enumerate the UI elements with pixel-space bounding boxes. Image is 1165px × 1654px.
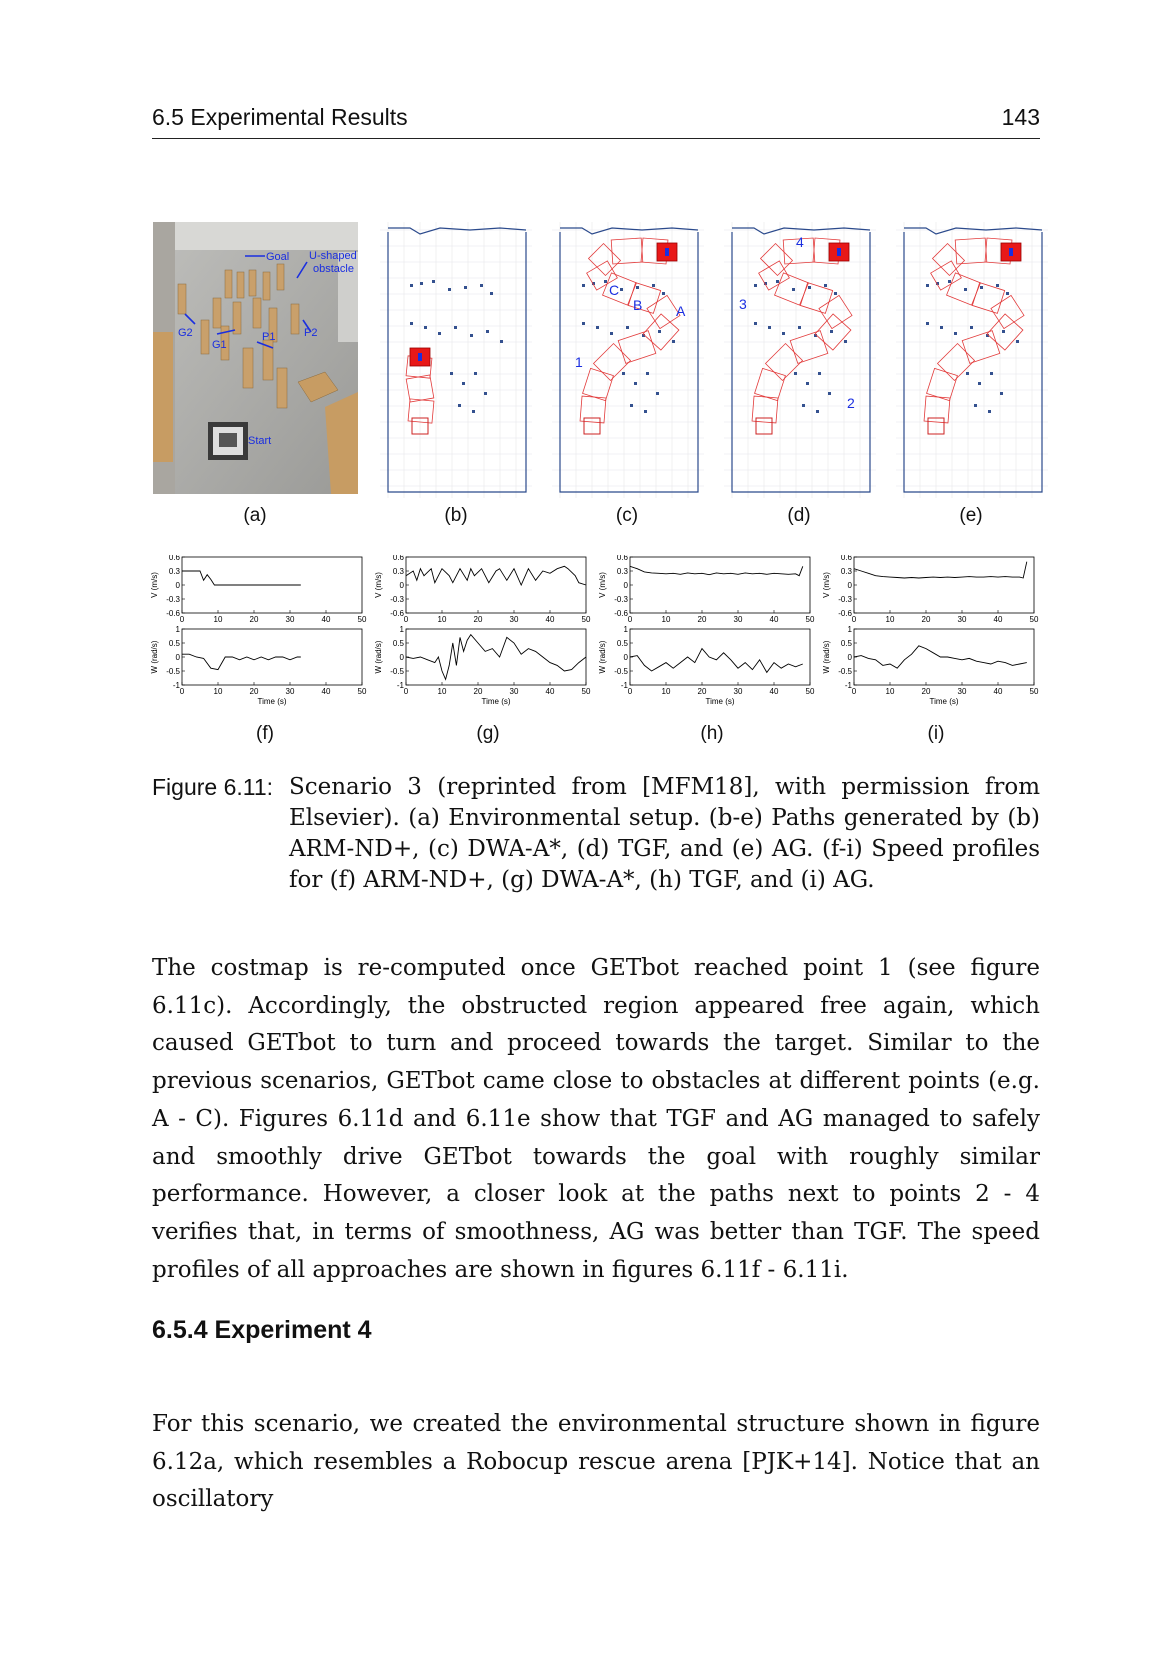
- goal-label: Goal: [266, 251, 290, 263]
- body-paragraph-1: The costmap is re-computed once GETbot reached point 1 (see figure 6.11c). Accordingly, the obstructed region appeared free again, which caused GETbot to turn and proceed towards the target. Similar to the previous scenarios, GETbot came close to obstacles at different points (e.g. A - C). Figures 6.11d and 6.11e show that TGF and AG managed to safely and smoothly drive GETbot towards the goal with roughly similar performance. However, a closer look at the paths next to points 2 - 4 verifies that, in terms of smoothness, AG was better than TGF. The speed profiles of all approaches are shown in figures 6.11f - 6.11i.: [152, 955, 1040, 1283]
- y-tick-label: 0.3: [168, 567, 180, 576]
- speed-series-line: [182, 571, 301, 585]
- y-axis-label: W (rad/s): [374, 640, 383, 674]
- x-tick-label: 10: [661, 615, 671, 624]
- x-tick-label: 10: [213, 687, 223, 696]
- marker-4: 4: [796, 234, 804, 250]
- y-tick-label: -0.5: [390, 667, 404, 676]
- obstacle-label: obstacle: [313, 263, 354, 275]
- y-tick-label: 0.6: [392, 555, 404, 562]
- x-tick-label: 40: [321, 687, 331, 696]
- x-tick-label: 50: [357, 615, 367, 624]
- x-tick-label: 0: [179, 615, 185, 624]
- x-tick-label: 50: [1029, 687, 1039, 696]
- marker-3: 3: [739, 296, 747, 312]
- x-tick-label: 30: [509, 687, 519, 696]
- y-tick-label: 0: [399, 653, 404, 662]
- photo-environment-setup: [153, 222, 358, 494]
- subsection-heading: 6.5.4 Experiment 4: [152, 1316, 372, 1344]
- y-tick-label: 0.5: [392, 639, 404, 648]
- caption-label: Figure 6.11:: [152, 774, 274, 800]
- y-tick-label: -1: [172, 681, 180, 690]
- y-tick-label: 0: [175, 653, 180, 662]
- y-tick-label: -0.6: [614, 609, 628, 618]
- running-section-title: 6.5 Experimental Results: [152, 104, 408, 130]
- speed-profile-tgf: [596, 555, 818, 715]
- x-tick-label: 40: [545, 615, 555, 624]
- speed-series-line: [406, 635, 586, 680]
- sublabel-c: (c): [615, 505, 639, 526]
- speed-series-line: [854, 562, 1027, 578]
- path-map-ag: [896, 222, 1048, 498]
- sublabel-h: (h): [700, 723, 724, 744]
- y-tick-label: 1: [175, 625, 180, 634]
- y-axis-label: V (m/s): [374, 572, 383, 598]
- x-tick-label: 20: [249, 687, 259, 696]
- x-tick-label: 0: [403, 687, 409, 696]
- y-tick-label: -0.3: [838, 595, 852, 604]
- y-tick-label: -0.3: [166, 595, 180, 604]
- x-tick-label: 50: [581, 615, 591, 624]
- x-tick-label: 0: [627, 615, 633, 624]
- speed-profile-arm-nd: [148, 555, 370, 715]
- x-tick-label: 10: [661, 687, 671, 696]
- x-tick-label: 20: [473, 615, 483, 624]
- y-tick-label: 0: [175, 581, 180, 590]
- x-tick-label: 10: [885, 687, 895, 696]
- sublabel-f: (f): [256, 723, 274, 744]
- y-axis-label: W (rad/s): [150, 640, 159, 674]
- x-tick-label: 20: [921, 687, 931, 696]
- y-tick-label: 1: [399, 625, 404, 634]
- x-tick-label: 10: [437, 615, 447, 624]
- y-tick-label: 0: [623, 581, 628, 590]
- speed-profile-dwa-astar: [372, 555, 594, 715]
- x-tick-label: 20: [697, 615, 707, 624]
- y-tick-label: -0.3: [390, 595, 404, 604]
- y-tick-label: -1: [844, 681, 852, 690]
- x-tick-label: 30: [957, 615, 967, 624]
- y-axis-label: W (rad/s): [598, 640, 607, 674]
- sublabel-b: (b): [444, 505, 468, 526]
- x-tick-label: 0: [179, 687, 185, 696]
- y-tick-label: 0.5: [168, 639, 180, 648]
- speed-series-line: [406, 566, 586, 585]
- y-tick-label: 0.6: [168, 555, 180, 562]
- speed-series-line: [182, 654, 301, 669]
- sublabel-d: (d): [787, 505, 811, 526]
- y-axis-label: V (m/s): [598, 572, 607, 598]
- start-label: Start: [248, 435, 272, 447]
- x-tick-label: 0: [851, 687, 857, 696]
- x-axis-label: Time (s): [257, 697, 287, 706]
- u-shaped-label: U-shaped: [309, 250, 357, 262]
- marker-2: 2: [847, 395, 855, 411]
- goal-marker: [665, 248, 669, 256]
- sublabel-e: (e): [959, 505, 983, 526]
- marker-b: B: [633, 297, 643, 313]
- x-tick-label: 50: [581, 687, 591, 696]
- y-tick-label: 0: [623, 653, 628, 662]
- y-tick-label: -0.6: [390, 609, 404, 618]
- x-tick-label: 40: [769, 615, 779, 624]
- x-tick-label: 30: [285, 687, 295, 696]
- x-tick-label: 40: [321, 615, 331, 624]
- y-tick-label: 0.6: [840, 555, 852, 562]
- speed-profile-ag: [820, 555, 1042, 715]
- g1-label: G1: [212, 339, 227, 351]
- goal-marker: [418, 353, 422, 361]
- y-tick-label: 0.3: [840, 567, 852, 576]
- sublabel-g: (g): [476, 723, 500, 744]
- x-axis-label: Time (s): [705, 697, 735, 706]
- x-tick-label: 30: [509, 615, 519, 624]
- y-tick-label: 1: [847, 625, 852, 634]
- x-tick-label: 50: [357, 687, 367, 696]
- y-axis-label: W (rad/s): [822, 640, 831, 674]
- path-map-tgf: [724, 222, 876, 498]
- y-tick-label: -0.5: [614, 667, 628, 676]
- goal-marker: [837, 248, 841, 256]
- sublabel-i: (i): [927, 723, 945, 744]
- speed-series-line: [630, 649, 803, 673]
- x-tick-label: 20: [249, 615, 259, 624]
- x-tick-label: 10: [437, 687, 447, 696]
- y-tick-label: 0: [847, 581, 852, 590]
- y-tick-label: 1: [623, 625, 628, 634]
- x-tick-label: 10: [213, 615, 223, 624]
- x-tick-label: 30: [285, 615, 295, 624]
- path-map-dwa-astar: [552, 222, 704, 498]
- y-tick-label: -0.6: [838, 609, 852, 618]
- y-tick-label: 0.6: [616, 555, 628, 562]
- x-tick-label: 50: [805, 687, 815, 696]
- y-tick-label: 0.3: [392, 567, 404, 576]
- marker-a: A: [676, 303, 686, 319]
- y-tick-label: 0.5: [616, 639, 628, 648]
- y-tick-label: 0: [399, 581, 404, 590]
- x-axis-label: Time (s): [481, 697, 511, 706]
- plot-frame: [630, 557, 810, 613]
- marker-c: C: [609, 282, 620, 298]
- x-tick-label: 20: [921, 615, 931, 624]
- page-number: 143: [1001, 104, 1040, 130]
- y-tick-label: -0.5: [838, 667, 852, 676]
- path-map-arm-nd: [380, 222, 532, 498]
- caption-text: Scenario 3 (reprinted from [MFM18], with permission from Elsevier). (a) Environmental setup. (b-e) Paths generated by (b) ARM-ND+, (c) DWA-A*, (d) TGF, and (e) AG. (f-i) Speed profiles for (f) ARM-ND+, (g) DWA-A*, (h) TGF, and (i) AG.: [289, 774, 1040, 893]
- x-tick-label: 40: [993, 615, 1003, 624]
- sublabel-a: (a): [243, 505, 267, 526]
- y-tick-label: -0.5: [166, 667, 180, 676]
- x-axis-label: Time (s): [929, 697, 959, 706]
- plot-frame: [182, 629, 362, 685]
- plot-frame: [854, 557, 1034, 613]
- x-tick-label: 30: [957, 687, 967, 696]
- y-tick-label: -1: [396, 681, 404, 690]
- g2-label: G2: [178, 327, 193, 339]
- y-axis-label: V (m/s): [822, 572, 831, 598]
- x-tick-label: 40: [993, 687, 1003, 696]
- y-tick-label: -0.3: [614, 595, 628, 604]
- x-tick-label: 40: [769, 687, 779, 696]
- x-tick-label: 10: [885, 615, 895, 624]
- x-tick-label: 0: [627, 687, 633, 696]
- speed-series-line: [854, 646, 1027, 668]
- p2-label: P2: [304, 327, 318, 339]
- page-header: [152, 100, 1040, 139]
- p1-label: P1: [262, 331, 276, 343]
- x-tick-label: 50: [1029, 615, 1039, 624]
- y-axis-label: V (m/s): [150, 572, 159, 598]
- y-tick-label: 0: [847, 653, 852, 662]
- goal-marker: [1009, 248, 1013, 256]
- x-tick-label: 0: [851, 615, 857, 624]
- x-tick-label: 40: [545, 687, 555, 696]
- x-tick-label: 30: [733, 687, 743, 696]
- x-tick-label: 20: [697, 687, 707, 696]
- x-tick-label: 0: [403, 615, 409, 624]
- plot-frame: [406, 557, 586, 613]
- body-paragraph-2: For this scenario, we created the environmental structure shown in figure 6.12a, which resembles a Robocup rescue arena [PJK+14]. Notice that an oscillatory: [152, 1411, 1040, 1513]
- plot-frame: [406, 629, 586, 685]
- y-tick-label: -0.6: [166, 609, 180, 618]
- y-tick-label: 0.3: [616, 567, 628, 576]
- x-tick-label: 50: [805, 615, 815, 624]
- y-tick-label: -1: [620, 681, 628, 690]
- speed-series-line: [630, 566, 803, 575]
- y-tick-label: 0.5: [840, 639, 852, 648]
- marker-1: 1: [575, 354, 583, 370]
- x-tick-label: 30: [733, 615, 743, 624]
- plot-frame: [630, 629, 810, 685]
- x-tick-label: 20: [473, 687, 483, 696]
